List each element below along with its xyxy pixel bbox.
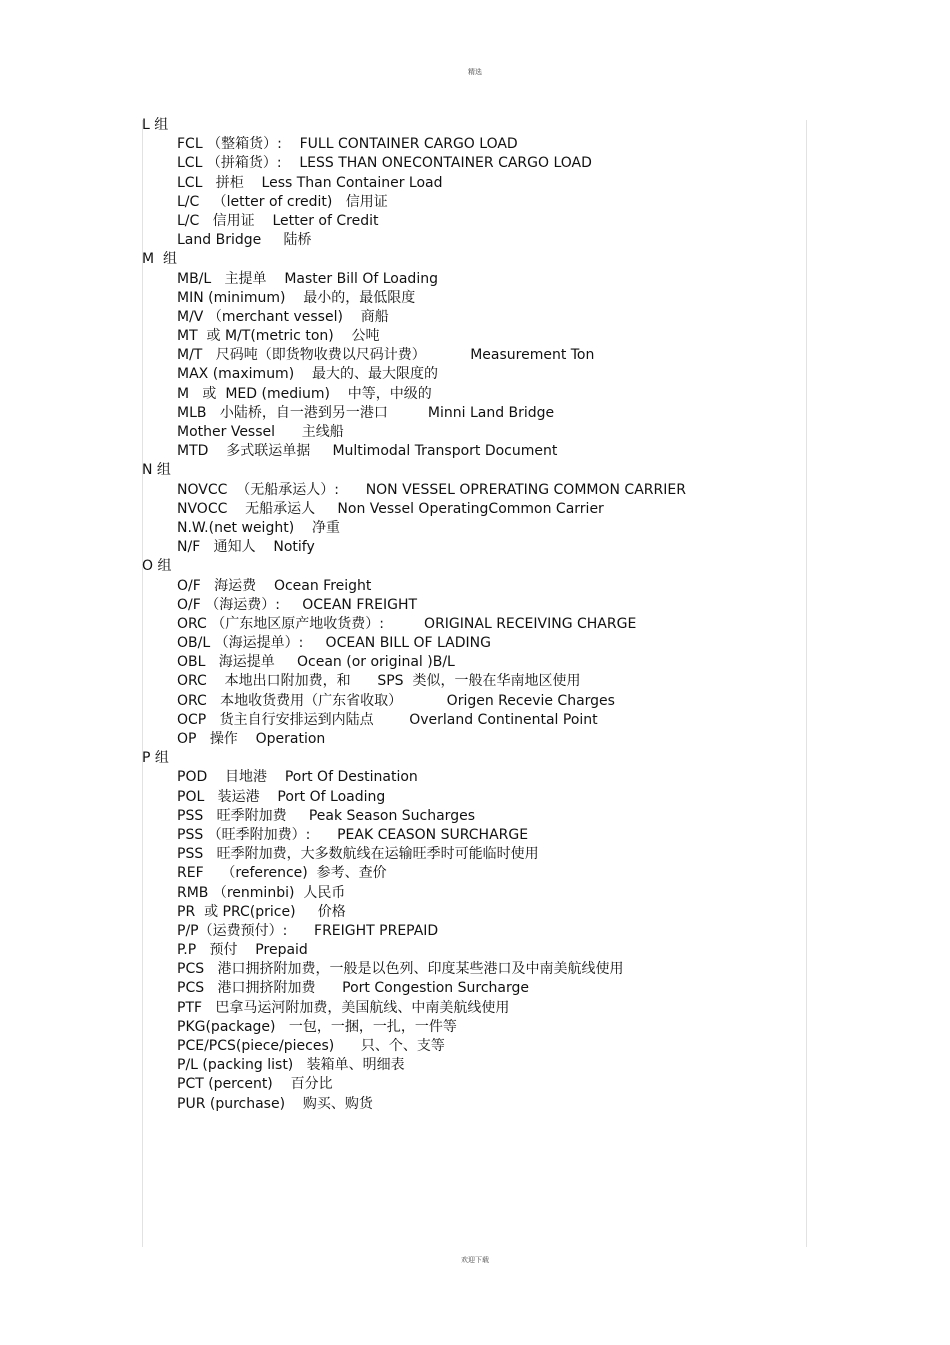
glossary-entry: LCL （拼箱货）: LESS THAN ONECONTAINER CARGO LOAD [177,155,592,172]
glossary-entry: L/C 信用证 Letter of Credit [177,212,379,229]
group-label: N 组 [142,462,171,479]
glossary-entry: MAX (maximum) 最大的、最大限度的 [177,366,438,383]
glossary-entry: P/L (packing list) 装箱单、明细表 [177,1057,405,1074]
glossary-entry: Land Bridge 陆桥 [177,232,312,249]
glossary-entry: PUR (purchase) 购买、购货 [177,1095,373,1112]
glossary-entry: PSS （旺季附加费）: PEAK CEASON SURCHARGE [177,826,529,843]
glossary-entry: POL 装运港 Port Of Loading [177,788,386,805]
glossary-entry: MLB 小陆桥，自一港到另一港口 Minni Land Bridge [177,404,555,421]
glossary-entry: ORC 本地出口附加费，和 SPS 类似，一般在华南地区使用 [177,673,581,690]
glossary-entry: NOVCC （无船承运人）: NON VESSEL OPRERATING COMMON CARRIER [177,481,686,498]
glossary-entry: P/P（运费预付）: FREIGHT PREPAID [177,922,439,939]
page-footer-mark: 欢迎下载 [461,1256,489,1264]
glossary-entry: M 或 MED (medium) 中等，中级的 [177,385,432,402]
glossary-entry: MB/L 主提单 Master Bill Of Loading [177,270,438,287]
page-header-mark: 精选 [468,68,482,76]
glossary-entry: PCS 港口拥挤附加费 Port Congestion Surcharge [177,980,530,997]
group-label: M 组 [142,251,177,268]
glossary-entry: M/T 尺码吨（即货物收费以尺码计费） Measurement Ton [177,347,595,364]
glossary-entry: M/V （merchant vessel) 商船 [177,308,389,325]
glossary-entry: OB/L （海运提单）: OCEAN BILL OF LADING [177,635,491,652]
glossary-entry: PCE/PCS(piece/pieces) 只、个、支等 [177,1038,445,1054]
glossary-entry: OBL 海运提单 Ocean (or original )B/L [177,654,455,671]
page-frame-right-line [806,120,807,1247]
glossary-entry: ORC （广东地区原产地收货费）: ORIGINAL RECEIVING CHARGE [177,615,637,632]
glossary-entry: PTF 巴拿马运河附加费，美国航线、中南美航线使用 [177,999,510,1016]
glossary-entry: POD 目地港 Port Of Destination [177,769,418,786]
group-label: P 组 [142,750,169,767]
glossary-entry: ORC 本地收货费用（广东省收取） Origen Recevie Charges [177,692,615,709]
glossary-entry: N.W.(net weight) 净重 [177,519,340,536]
glossary-entry: PSS 旺季附加费 Peak Season Sucharges [177,807,475,824]
glossary-entry: LCL 拼柜 Less Than Container Load [177,174,443,191]
glossary-entry: L/C （letter of credit) 信用证 [177,193,388,210]
glossary-entry: OP 操作 Operation [177,731,326,747]
glossary-entry: MIN (minimum) 最小的，最低限度 [177,289,416,306]
glossary-entry: N/F 通知人 Notify [177,539,315,556]
glossary-content [142,116,782,1114]
glossary-entry: FCL （整箱货）: FULL CONTAINER CARGO LOAD [177,136,518,153]
glossary-entry: PCT (percent) 百分比 [177,1076,333,1093]
glossary-entry: O/F 海运费 Ocean Freight [177,577,372,594]
glossary-entry: OCP 货主自行安排运到内陆点 Overland Continental Point [177,711,598,728]
glossary-entry: PR 或 PRC(price) 价格 [177,903,346,920]
glossary-entry: RMB （renminbi) 人民币 [177,884,346,901]
glossary-entry: PKG(package) 一包，一捆，一扎，一件等 [177,1018,457,1035]
glossary-entry: P.P 预付 Prepaid [177,942,308,959]
glossary-entry: O/F （海运费）: OCEAN FREIGHT [177,596,418,613]
glossary-entry: MTD 多式联运单据 Multimodal Transport Document [177,443,558,460]
glossary-entry: PCS 港口拥挤附加费，一般是以色列、印度某些港口及中南美航线使用 [177,961,624,978]
glossary-entry: PSS 旺季附加费，大多数航线在运输旺季时可能临时使用 [177,846,539,863]
glossary-entry: REF （reference) 参考、查价 [177,865,387,882]
group-label: L 组 [142,117,169,133]
glossary-entry: MT 或 M/T(metric ton) 公吨 [177,328,380,345]
glossary-entry: Mother Vessel 主线船 [177,424,344,440]
glossary-entry: NVOCC 无船承运人 Non Vessel OperatingCommon Carrier [177,500,604,517]
group-label: O 组 [142,558,172,575]
